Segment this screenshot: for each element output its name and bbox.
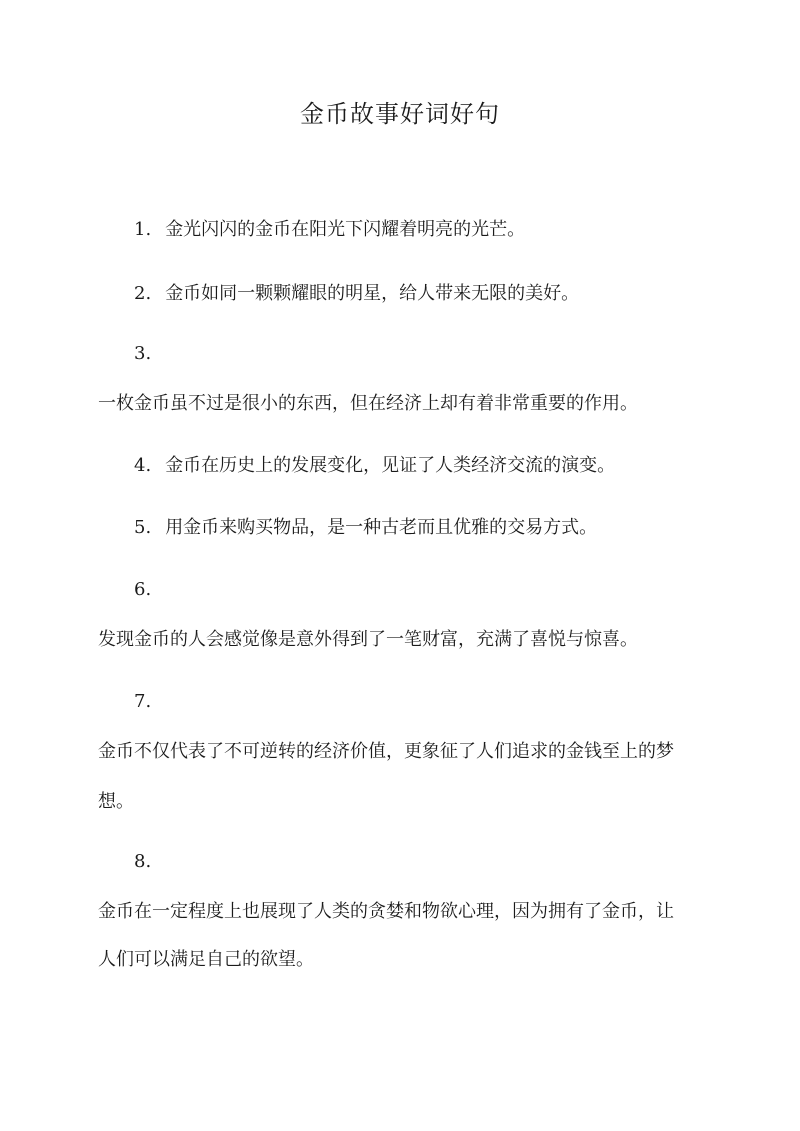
item-text: 金币在历史上的发展变化，见证了人类经济交流的演变。 bbox=[165, 455, 616, 476]
list-item-7-text-line-2: 想。 bbox=[98, 791, 134, 812]
list-item-4 bbox=[134, 452, 615, 480]
list-item-6-number: 6. bbox=[134, 579, 152, 600]
list-item-8-text-line-2: 人们可以满足自己的欲望。 bbox=[98, 949, 314, 970]
page-title: 金币故事好词好句 bbox=[300, 100, 500, 128]
item-text: 金光闪闪的金币在阳光下闪耀着明亮的光芒。 bbox=[165, 219, 526, 240]
item-number: 1. bbox=[134, 219, 152, 240]
item-text: 金币如同一颗颗耀眼的明星，给人带来无限的美好。 bbox=[165, 283, 580, 304]
item-text: 用金币来购买物品，是一种古老而且优雅的交易方式。 bbox=[165, 517, 598, 538]
list-item-6-text: 发现金币的人会感觉像是意外得到了一笔财富，充满了喜悦与惊喜。 bbox=[98, 629, 638, 650]
list-item-7-number: 7. bbox=[134, 691, 152, 712]
list-item-5 bbox=[134, 514, 597, 542]
list-item-2 bbox=[134, 280, 579, 308]
list-item-3-text: 一枚金币虽不过是很小的东西，但在经济上却有着非常重要的作用。 bbox=[98, 393, 638, 414]
list-item-8-number: 8. bbox=[134, 851, 152, 872]
item-number: 2. bbox=[134, 283, 152, 304]
list-item-7-text-line-1: 金币不仅代表了不可逆转的经济价值，更象征了人们追求的金钱至上的梦 bbox=[98, 741, 674, 762]
list-item-1 bbox=[134, 216, 525, 244]
item-number: 5. bbox=[134, 517, 152, 538]
list-item-3-number: 3. bbox=[134, 343, 152, 364]
item-number: 4. bbox=[134, 455, 152, 476]
list-item-8-text-line-1: 金币在一定程度上也展现了人类的贪婪和物欲心理，因为拥有了金币，让 bbox=[98, 901, 674, 922]
